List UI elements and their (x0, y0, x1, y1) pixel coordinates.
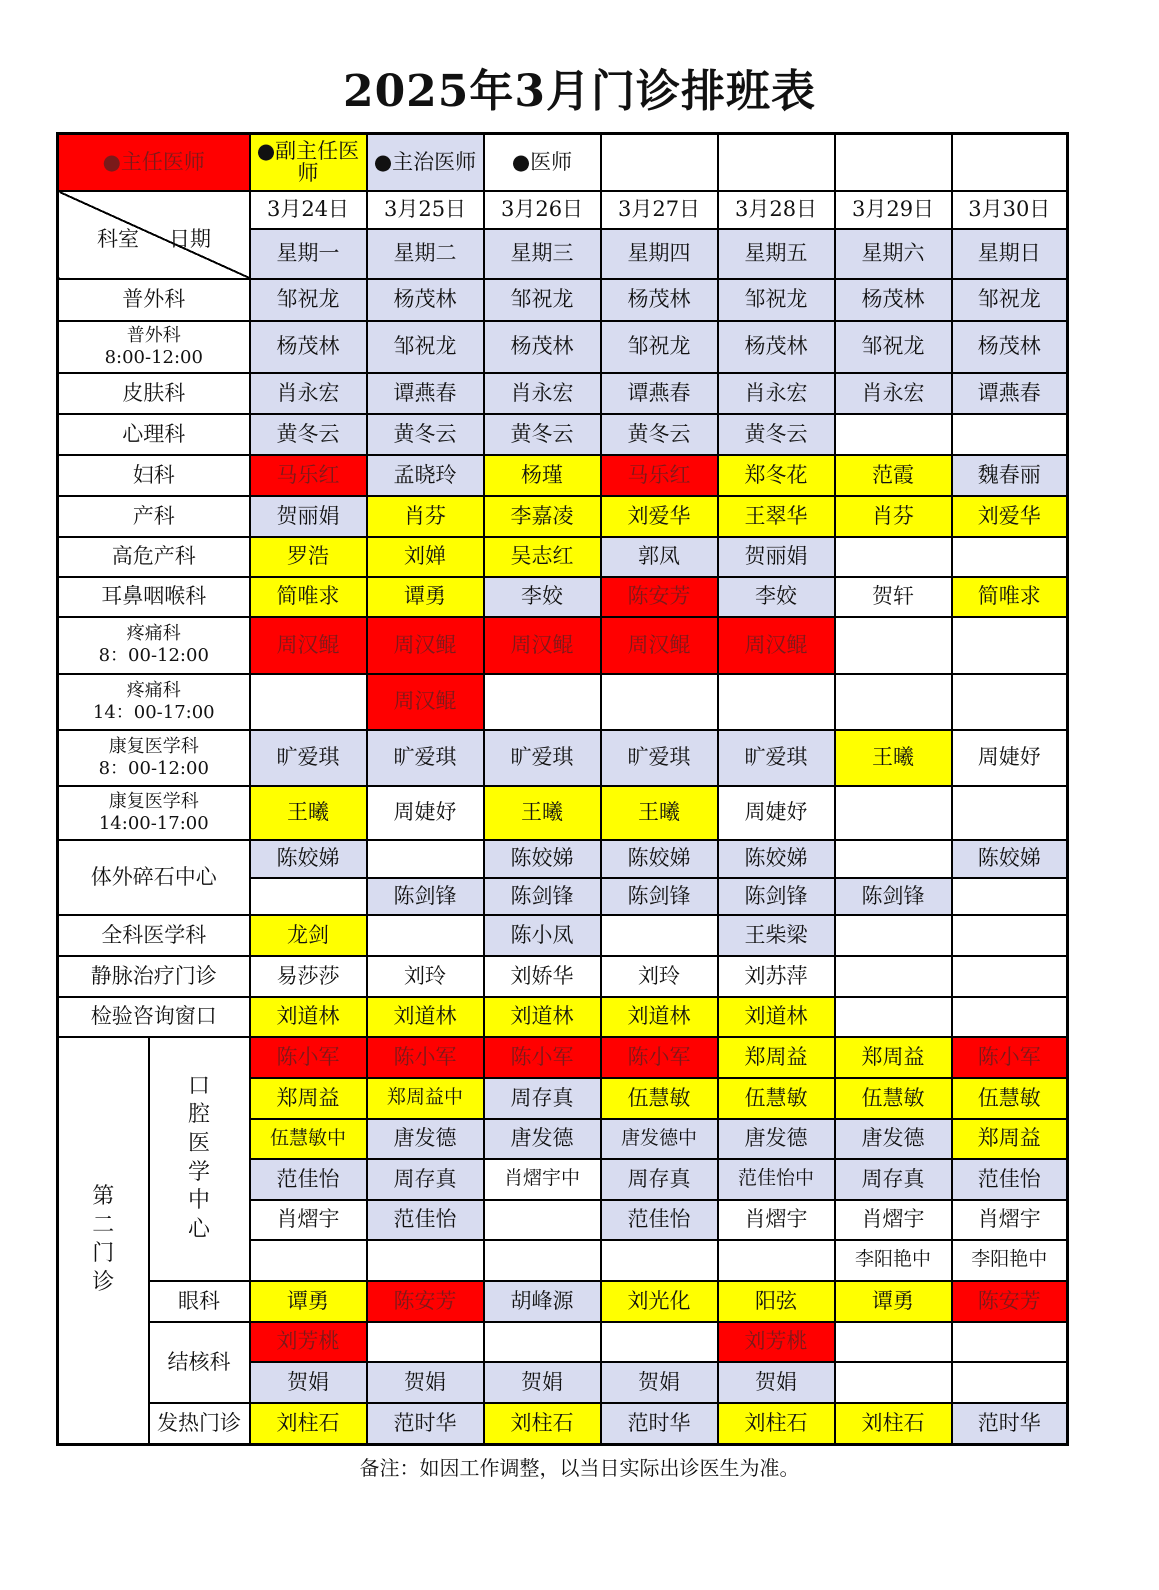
dept-label: 耳鼻咽喉科 (58, 577, 250, 617)
doctor-cell: 伍慧敏 (718, 1078, 835, 1119)
dept-name: 康复医学科 (108, 735, 199, 757)
doctor-cell (367, 840, 484, 878)
weekday-cell: 星期五 (718, 229, 835, 279)
dept-name: 疼痛科 (126, 623, 181, 645)
doctor-cell: 范佳怡 (952, 1159, 1068, 1200)
doctor-cell (835, 674, 952, 730)
doctor-cell (835, 915, 952, 956)
dept-label (58, 617, 250, 674)
doctor-cell: 李嘉凌 (484, 496, 601, 537)
doctor-cell: 邹祝龙 (484, 279, 601, 321)
doctor-cell (835, 617, 952, 674)
doctor-cell: 谭勇 (367, 577, 484, 617)
dental-center-label (149, 1037, 250, 1281)
doctor-cell: 邹祝龙 (718, 279, 835, 321)
schedule-row (58, 915, 1068, 956)
doctor-cell: 阳弦 (718, 1281, 835, 1322)
doctor-cell: 周汉鲲 (718, 617, 835, 674)
doctor-cell: 郑冬花 (718, 455, 835, 496)
doctor-cell: 旷爱琪 (718, 730, 835, 786)
doctor-cell: 旷爱琪 (367, 730, 484, 786)
dept-label: 静脉治疗门诊 (58, 956, 250, 997)
doctor-cell (952, 674, 1068, 730)
doctor-cell: 谭勇 (250, 1281, 367, 1322)
doctor-cell (250, 674, 367, 730)
doctor-cell: 郑周益中 (367, 1078, 484, 1119)
schedule-row (58, 577, 1068, 617)
doctor-cell: 唐发德 (835, 1119, 952, 1159)
doctor-cell (952, 414, 1068, 455)
doctor-cell: 郑周益 (835, 1037, 952, 1078)
doctor-cell: 刘爱华 (601, 496, 718, 537)
schedule-row (58, 786, 1068, 840)
doctor-cell: 贺娟 (484, 1362, 601, 1403)
doctor-cell: 李阳艳中 (835, 1240, 952, 1281)
doctor-cell (952, 537, 1068, 577)
doctor-cell: 李姣 (484, 577, 601, 617)
doctor-cell: 魏春丽 (952, 455, 1068, 496)
schedule-row (58, 1403, 1068, 1445)
doctor-cell: 范时华 (367, 1403, 484, 1445)
legend-chief-physician: ●主任医师 (58, 134, 250, 191)
dept-time: 8:00-12:00 (104, 346, 203, 368)
doctor-cell: 唐发德 (484, 1119, 601, 1159)
doctor-cell: 刘芳桃 (250, 1322, 367, 1362)
doctor-cell: 杨茂林 (484, 321, 601, 373)
doctor-cell: 杨茂林 (718, 321, 835, 373)
dept-time: 8：00-12:00 (98, 757, 209, 779)
doctor-cell (952, 956, 1068, 997)
dental-center-text: 口腔医学中心 (187, 1073, 210, 1242)
doctor-cell: 贺丽娟 (718, 537, 835, 577)
dept-name: 康复医学科 (108, 790, 199, 812)
doctor-cell: 唐发德 (718, 1119, 835, 1159)
doctor-cell: 陈安芳 (601, 577, 718, 617)
doctor-cell: 周婕妤 (718, 786, 835, 840)
doctor-cell: 陈剑锋 (835, 878, 952, 915)
footnote: 备注：如因工作调整，以当日实际出诊医生为准。 (359, 1456, 800, 1480)
doctor-cell (952, 878, 1068, 915)
doctor-cell: 李阳艳中 (952, 1240, 1068, 1281)
doctor-cell: 贺娟 (718, 1362, 835, 1403)
doctor-cell: 谭勇 (835, 1281, 952, 1322)
schedule-row (58, 1037, 1068, 1078)
second-clinic-label (58, 1037, 149, 1445)
doctor-cell: 贺丽娟 (250, 496, 367, 537)
doctor-cell: 刘柱石 (250, 1403, 367, 1445)
doctor-cell: 王柴梁 (718, 915, 835, 956)
doctor-cell: 陈姣娣 (718, 840, 835, 878)
doctor-cell (601, 915, 718, 956)
doctor-cell: 杨茂林 (367, 279, 484, 321)
doctor-cell: 杨茂林 (601, 279, 718, 321)
doctor-cell: 邹祝龙 (250, 279, 367, 321)
doctor-cell: 李姣 (718, 577, 835, 617)
doctor-cell: 谭燕春 (367, 373, 484, 414)
legend-empty-cell (835, 134, 952, 191)
schedule-row (58, 617, 1068, 674)
dept-label: 心理科 (58, 414, 250, 455)
doctor-cell: 陈小军 (952, 1037, 1068, 1078)
doctor-cell: 范佳怡 (250, 1159, 367, 1200)
weekday-cell: 星期四 (601, 229, 718, 279)
doctor-cell: 范霞 (835, 455, 952, 496)
doctor-cell: 孟晓玲 (367, 455, 484, 496)
doctor-cell: 马乐红 (250, 455, 367, 496)
second-clinic-text: 第二门诊 (92, 1184, 115, 1295)
doctor-cell: 刘芳桃 (718, 1322, 835, 1362)
doctor-cell: 郑周益 (250, 1078, 367, 1119)
doctor-cell: 陈小军 (601, 1037, 718, 1078)
legend-associate-chief-physician: ●副主任医师 (250, 134, 367, 191)
date-cell: 3月26日 (484, 191, 601, 229)
dept-label: 体外碎石中心 (58, 840, 250, 915)
doctor-cell (952, 617, 1068, 674)
schedule-row (58, 1322, 1068, 1362)
doctor-cell: 刘道林 (601, 997, 718, 1037)
doctor-cell: 刘玲 (601, 956, 718, 997)
doctor-cell: 郑周益 (718, 1037, 835, 1078)
doctor-cell: 刘婵 (367, 537, 484, 577)
dept-label: 高危产科 (58, 537, 250, 577)
doctor-cell: 唐发德 (367, 1119, 484, 1159)
dept-label (58, 786, 250, 840)
doctor-cell: 杨瑾 (484, 455, 601, 496)
dept-label: 眼科 (149, 1281, 250, 1322)
doctor-cell (835, 414, 952, 455)
schedule-row (58, 279, 1068, 321)
dept-label: 检验咨询窗口 (58, 997, 250, 1037)
doctor-cell: 黄冬云 (484, 414, 601, 455)
doctor-cell: 周汉鲲 (250, 617, 367, 674)
schedule-row (58, 496, 1068, 537)
doctor-cell: 周存真 (835, 1159, 952, 1200)
schedule-row (58, 674, 1068, 730)
doctor-cell: 周汉鲲 (601, 617, 718, 674)
legend-row (58, 134, 1068, 191)
doctor-cell: 肖永宏 (250, 373, 367, 414)
weekday-cell: 星期三 (484, 229, 601, 279)
legend-empty-cell (718, 134, 835, 191)
doctor-cell: 陈姣娣 (952, 840, 1068, 878)
doctor-cell (952, 1322, 1068, 1362)
doctor-cell (250, 878, 367, 915)
doctor-cell (601, 674, 718, 730)
doctor-cell: 黄冬云 (250, 414, 367, 455)
dept-label (58, 321, 250, 373)
doctor-cell: 郑周益 (952, 1119, 1068, 1159)
doctor-cell: 王翠华 (718, 496, 835, 537)
date-cell: 3月30日 (952, 191, 1068, 229)
dept-label: 发热门诊 (149, 1403, 250, 1445)
schedule-row (58, 956, 1068, 997)
doctor-cell: 肖芬 (835, 496, 952, 537)
doctor-cell: 罗浩 (250, 537, 367, 577)
doctor-cell: 陈安芳 (367, 1281, 484, 1322)
doctor-cell: 范时华 (952, 1403, 1068, 1445)
doctor-cell: 范佳怡中 (718, 1159, 835, 1200)
doctor-cell: 杨茂林 (952, 321, 1068, 373)
doctor-cell: 杨茂林 (835, 279, 952, 321)
doctor-cell: 周存真 (484, 1078, 601, 1119)
doctor-cell: 刘柱石 (718, 1403, 835, 1445)
header-corner (58, 191, 250, 279)
doctor-cell: 谭燕春 (601, 373, 718, 414)
doctor-cell: 刘道林 (484, 997, 601, 1037)
doctor-cell: 王曦 (484, 786, 601, 840)
doctor-cell: 周汉鲲 (484, 617, 601, 674)
doctor-cell: 肖熠宇 (835, 1200, 952, 1240)
doctor-cell: 周婕妤 (952, 730, 1068, 786)
doctor-cell: 范时华 (601, 1403, 718, 1445)
doctor-cell: 贺娟 (367, 1362, 484, 1403)
date-cell: 3月24日 (250, 191, 367, 229)
doctor-cell: 范佳怡 (601, 1200, 718, 1240)
weekday-cell: 星期二 (367, 229, 484, 279)
schedule-row (58, 997, 1068, 1037)
doctor-cell: 王曦 (250, 786, 367, 840)
doctor-cell (718, 674, 835, 730)
doctor-cell: 陈小军 (250, 1037, 367, 1078)
doctor-cell: 黄冬云 (367, 414, 484, 455)
doctor-cell (835, 956, 952, 997)
doctor-cell: 贺轩 (835, 577, 952, 617)
doctor-cell: 伍慧敏中 (250, 1119, 367, 1159)
doctor-cell: 刘爱华 (952, 496, 1068, 537)
doctor-cell: 吴志红 (484, 537, 601, 577)
dept-label: 妇科 (58, 455, 250, 496)
doctor-cell (601, 1240, 718, 1281)
doctor-cell: 陈姣娣 (484, 840, 601, 878)
doctor-cell: 刘道林 (250, 997, 367, 1037)
doctor-cell (835, 840, 952, 878)
page-title: 2025年3月门诊排班表 (342, 66, 817, 117)
doctor-cell (484, 1240, 601, 1281)
date-cell: 3月28日 (718, 191, 835, 229)
doctor-cell: 旷爱琪 (601, 730, 718, 786)
doctor-cell: 陈安芳 (952, 1281, 1068, 1322)
doctor-cell: 周汉鲲 (367, 617, 484, 674)
doctor-cell: 肖芬 (367, 496, 484, 537)
doctor-cell: 伍慧敏 (835, 1078, 952, 1119)
schedule-row (58, 373, 1068, 414)
doctor-cell (952, 997, 1068, 1037)
schedule-row (58, 730, 1068, 786)
doctor-cell (484, 1322, 601, 1362)
doctor-cell: 简唯求 (250, 577, 367, 617)
legend-attending-physician: ●主治医师 (367, 134, 484, 191)
schedule-row (58, 455, 1068, 496)
schedule-row (58, 1281, 1068, 1322)
doctor-cell (601, 1322, 718, 1362)
doctor-cell: 黄冬云 (601, 414, 718, 455)
doctor-cell: 肖永宏 (484, 373, 601, 414)
doctor-cell: 刘道林 (367, 997, 484, 1037)
legend-empty-cell (601, 134, 718, 191)
dept-label (58, 730, 250, 786)
dept-name: 普外科 (126, 324, 181, 346)
doctor-cell: 陈剑锋 (367, 878, 484, 915)
doctor-cell: 贺娟 (601, 1362, 718, 1403)
date-cell: 3月25日 (367, 191, 484, 229)
doctor-cell: 黄冬云 (718, 414, 835, 455)
doctor-cell: 简唯求 (952, 577, 1068, 617)
doctor-cell: 肖熠宇 (952, 1200, 1068, 1240)
doctor-cell: 陈小军 (484, 1037, 601, 1078)
weekday-cell: 星期一 (250, 229, 367, 279)
dept-time: 14：00-17:00 (92, 701, 215, 723)
doctor-cell: 刘柱石 (835, 1403, 952, 1445)
doctor-cell: 邹祝龙 (952, 279, 1068, 321)
doctor-cell: 刘玲 (367, 956, 484, 997)
doctor-cell: 陈剑锋 (484, 878, 601, 915)
doctor-cell: 邹祝龙 (367, 321, 484, 373)
doctor-cell (835, 537, 952, 577)
legend-physician: ●医师 (484, 134, 601, 191)
doctor-cell: 肖永宏 (835, 373, 952, 414)
doctor-cell: 刘娇华 (484, 956, 601, 997)
doctor-cell: 谭燕春 (952, 373, 1068, 414)
doctor-cell: 周汉鲲 (367, 674, 484, 730)
doctor-cell: 刘苏萍 (718, 956, 835, 997)
dept-label: 产科 (58, 496, 250, 537)
doctor-cell: 刘柱石 (484, 1403, 601, 1445)
doctor-cell: 邹祝龙 (601, 321, 718, 373)
doctor-cell (484, 1200, 601, 1240)
schedule-row (58, 321, 1068, 373)
doctor-cell: 伍慧敏 (952, 1078, 1068, 1119)
doctor-cell: 陈姣娣 (250, 840, 367, 878)
doctor-cell: 陈剑锋 (601, 878, 718, 915)
doctor-cell: 旷爱琪 (250, 730, 367, 786)
doctor-cell: 郭凤 (601, 537, 718, 577)
doctor-cell (367, 915, 484, 956)
doctor-cell: 范佳怡 (367, 1200, 484, 1240)
doctor-cell: 陈小凤 (484, 915, 601, 956)
doctor-cell: 唐发德中 (601, 1119, 718, 1159)
date-cell: 3月27日 (601, 191, 718, 229)
doctor-cell: 易莎莎 (250, 956, 367, 997)
dept-label: 结核科 (149, 1322, 250, 1403)
doctor-cell: 肖熠宇中 (484, 1159, 601, 1200)
doctor-cell (367, 1240, 484, 1281)
doctor-cell (835, 1362, 952, 1403)
doctor-cell (367, 1322, 484, 1362)
dept-time: 14:00-17:00 (98, 812, 209, 834)
doctor-cell: 陈姣娣 (601, 840, 718, 878)
dept-time: 8：00-12:00 (98, 645, 209, 666)
doctor-cell (835, 786, 952, 840)
doctor-cell (835, 997, 952, 1037)
doctor-cell: 邹祝龙 (835, 321, 952, 373)
doctor-cell (718, 1240, 835, 1281)
doctor-cell: 肖熠宇 (250, 1200, 367, 1240)
doctor-cell: 刘光化 (601, 1281, 718, 1322)
corner-dept-label: 科室 (97, 226, 139, 251)
corner-date-label: 日期 (169, 226, 211, 251)
schedule-row (58, 537, 1068, 577)
dept-label: 皮肤科 (58, 373, 250, 414)
doctor-cell: 刘道林 (718, 997, 835, 1037)
doctor-cell: 马乐红 (601, 455, 718, 496)
weekday-cell: 星期六 (835, 229, 952, 279)
doctor-cell (952, 1362, 1068, 1403)
doctor-cell: 陈小军 (367, 1037, 484, 1078)
doctor-cell: 周存真 (601, 1159, 718, 1200)
doctor-cell: 陈剑锋 (718, 878, 835, 915)
doctor-cell: 伍慧敏 (601, 1078, 718, 1119)
doctor-cell: 贺娟 (250, 1362, 367, 1403)
legend-empty-cell (952, 134, 1068, 191)
doctor-cell: 周婕妤 (367, 786, 484, 840)
weekday-cell: 星期日 (952, 229, 1068, 279)
dept-name: 疼痛科 (126, 679, 181, 701)
doctor-cell (835, 1322, 952, 1362)
doctor-cell: 杨茂林 (250, 321, 367, 373)
doctor-cell: 肖永宏 (718, 373, 835, 414)
dept-label: 普外科 (58, 279, 250, 321)
doctor-cell: 龙剑 (250, 915, 367, 956)
dept-label (58, 674, 250, 730)
doctor-cell: 肖熠宇 (718, 1200, 835, 1240)
dept-label: 全科医学科 (58, 915, 250, 956)
doctor-cell: 王曦 (601, 786, 718, 840)
schedule-row (58, 840, 1068, 878)
doctor-cell (250, 1240, 367, 1281)
doctor-cell (952, 915, 1068, 956)
doctor-cell: 周存真 (367, 1159, 484, 1200)
doctor-cell: 胡峰源 (484, 1281, 601, 1322)
schedule-row (58, 414, 1068, 455)
doctor-cell (952, 786, 1068, 840)
schedule-table (56, 132, 1069, 1446)
date-cell: 3月29日 (835, 191, 952, 229)
doctor-cell (484, 674, 601, 730)
date-row (58, 191, 1068, 229)
doctor-cell: 王曦 (835, 730, 952, 786)
doctor-cell: 旷爱琪 (484, 730, 601, 786)
